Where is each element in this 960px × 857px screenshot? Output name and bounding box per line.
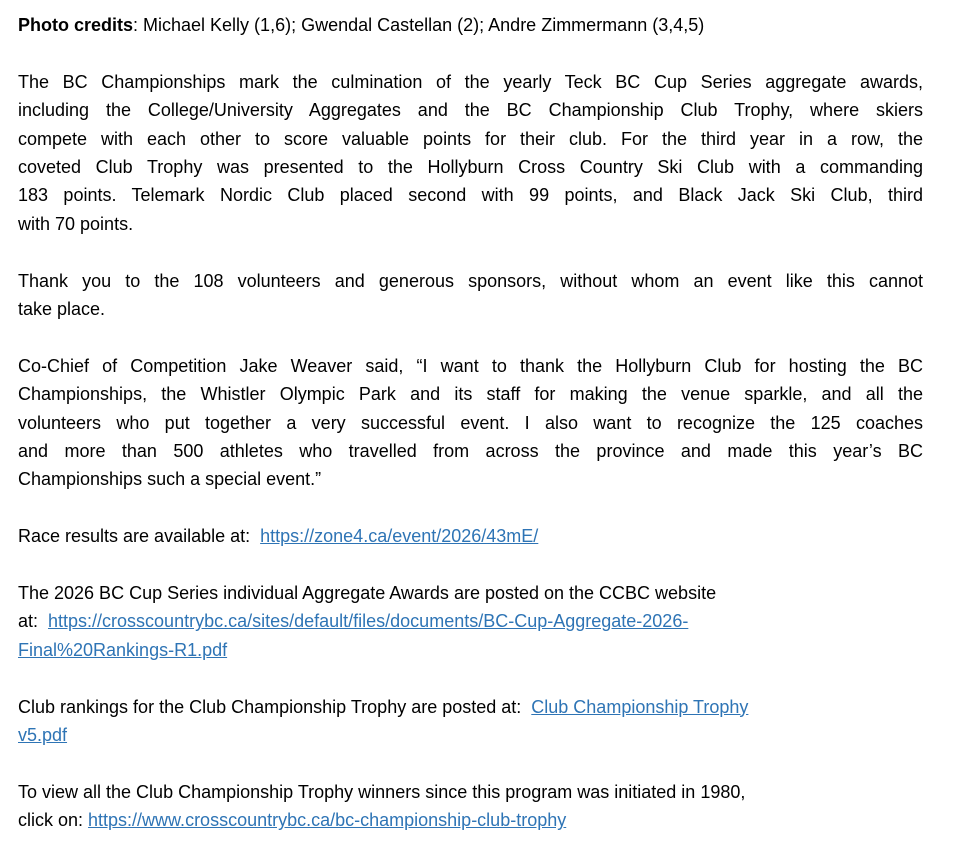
text-line [18, 778, 923, 806]
aggregate-rankings-link[interactable]: https://crosscountrybc.ca/sites/default/files/documents/BC-Cup-Aggregate-2026- [48, 611, 689, 632]
club-trophy-pdf-link[interactable]: Club Championship Trophy [531, 696, 749, 717]
photo-credits-label: Photo credits [18, 15, 134, 35]
text-line: Championships such a special event.” [18, 469, 322, 490]
paragraph-club-rankings [18, 693, 923, 750]
zone4-results-link[interactable]: https://zone4.ca/event/2026/43mE/ [260, 526, 539, 547]
text-line: with 70 points. [18, 213, 134, 234]
text-line: including the College/University Aggregates and the BC Championship Club Trophy, where skiers [18, 100, 923, 121]
paragraph-trophy-history [18, 778, 923, 835]
text-line: coveted Club Trophy was presented to the Hollyburn Cross Country Ski Club with a commanding [18, 157, 923, 178]
aggregate-awards-at-label: at: [18, 611, 49, 632]
paragraph-photo-credits [18, 11, 923, 39]
text-line [18, 721, 923, 749]
paragraph-quote [18, 352, 923, 494]
text-line: Thank you to the 108 volunteers and generous sponsors, without whom an event like this cannot [18, 270, 923, 291]
trophy-history-text: To view all the Club Championship Trophy winners since this program was initiated in 1980, [18, 781, 746, 802]
paragraph-volunteers [18, 267, 923, 324]
paragraph-race-results [18, 522, 923, 550]
race-results-text: Race results are available at: [18, 526, 261, 547]
text-line: volunteers who put together a very successful event. I also want to recognize the 125 coaches [18, 412, 923, 433]
text-line: Co-Chief of Competition Jake Weaver said, “I want to thank the Hollyburn Club for hosting the BC [18, 355, 923, 376]
text-line [18, 636, 923, 664]
club-trophy-pdf-link-continued[interactable]: v5.pdf [18, 725, 68, 746]
text-line: 183 points. Telemark Nordic Club placed second with 99 points, and Black Jack Ski Club, third [18, 185, 923, 206]
text-line: Championships, the Whistler Olympic Park and its staff for making the venue sparkle, and all the [18, 384, 923, 405]
text-line [18, 607, 923, 635]
trophy-history-clickon-label: click on: [18, 810, 89, 831]
text-line [18, 693, 923, 721]
text-line [18, 806, 923, 834]
text-line: and more than 500 athletes who travelled from across the province and made this year’s BC [18, 441, 923, 462]
text-line: take place. [18, 299, 106, 320]
text-line: compete with each other to score valuable points for their club. For the third year in a row, the [18, 128, 923, 149]
text-line: The BC Championships mark the culmination of the yearly Teck BC Cup Series aggregate awards, [18, 71, 923, 92]
paragraph-championships [18, 68, 923, 238]
paragraph-aggregate-awards [18, 579, 923, 664]
aggregate-rankings-link-continued[interactable]: Final%20Rankings-R1.pdf [18, 639, 228, 660]
club-rankings-text: Club rankings for the Club Championship Trophy are posted at: [18, 696, 532, 717]
club-trophy-history-link[interactable]: https://www.crosscountrybc.ca/bc-championship-club-trophy [88, 810, 567, 831]
aggregate-awards-text: The 2026 BC Cup Series individual Aggregate Awards are posted on the CCBC website [18, 583, 717, 604]
text-line [18, 579, 923, 607]
photo-credits-text: : Michael Kelly (1,6); Gwendal Castellan (2); Andre Zimmermann (3,4,5) [133, 15, 705, 35]
